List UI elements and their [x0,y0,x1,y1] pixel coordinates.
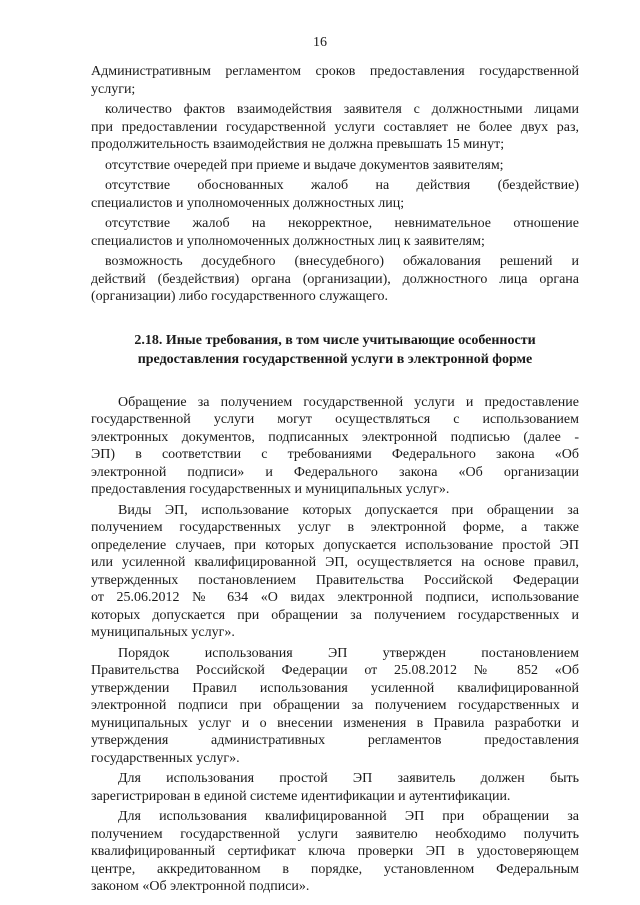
text-line: которых допускается при обращении за получением государственных и [91,607,579,623]
text-line: Для использования простой ЭП заявитель должен быть [118,771,579,786]
text-line: специалистов и уполномоченных должностных лиц к заявителям; [91,233,485,249]
text-line: продолжительность взаимодействия не должна превышать 15 минут; [91,137,505,152]
document-body [91,63,579,896]
text-line: или усиленной квалифицированной ЭП, осуществляется на основе правил, [91,555,579,570]
text-line: специалистов и уполномоченных должностных лиц; [91,195,405,211]
text-line: утверждении Правил использования усиленной квалифицированной [91,680,579,696]
text-line: Административным регламентом сроков предоставления государственной [91,64,579,79]
text-line: электронной подписи при обращении за получением государственных и [91,698,579,713]
text-line: Виды ЭП, использование которых допускается при обращении за [118,502,579,518]
text-line: получением государственной услуги заявителю необходимо получить [91,826,579,842]
text-line: муниципальных услуг». [91,625,235,640]
text-line: государственной услуги могут осуществляться с использованием [91,412,579,427]
text-line: электронных документов, подписанных электронной подписью (далее - [91,429,579,445]
text-line: определение случаев, при которых допускается использование простой ЭП [91,537,579,553]
text-line: электронной подписи» и Федерального закона «Об организации [91,464,579,480]
text-line: Для использования квалифицированной ЭП при обращении за [118,809,579,824]
paragraph [91,177,579,212]
text-line: действий (бездействия) органа (организации), должностного лица органа [91,271,579,287]
text-line: услуги; [91,81,136,97]
text-line: законом «Об электронной подписи». [91,879,310,894]
text-line: отсутствие жалоб на некорректное, невнимательное отношение [105,216,579,231]
text-line: (организации) либо государственного служащего. [91,289,389,304]
text-line: возможность досудебного (внесудебного) обжалования решений и [105,254,579,269]
text-line: зарегистрирован в единой системе идентификации и аутентификации. [91,788,511,804]
paragraph [91,770,579,805]
paragraph [91,101,579,154]
paragraph [91,157,579,175]
text-line: центре, аккредитованном в порядке, установленном Федеральным [91,861,579,877]
paragraph [91,63,579,98]
text-line: от 25.06.2012 № 634 «О видах электронной подписи, использование [91,590,579,605]
text-line: предоставления государственных и муниципальных услуг». [91,482,450,497]
page-number: 16 [313,35,327,50]
paragraph [91,502,579,642]
text-line: утвержденных постановлением Правительства Российской Федерации [91,572,579,588]
paragraph [91,645,579,768]
text-line: получением государственных услуг в электронной форме, а также [91,520,579,535]
paragraph [91,394,579,499]
paragraph [91,808,579,896]
paragraph [91,253,579,306]
text-line: утверждения административных регламентов предоставления [91,733,579,748]
text-line: Порядок использования ЭП утвержден постановлением [118,645,579,661]
text-line: муниципальных услуг и о внесении изменения в Правила разработки и [91,715,579,731]
section-heading-line: предоставления государственной услуги в электронной форме [137,351,533,367]
text-line: при предоставлении государственной услуги составляет не более двух раз, [91,119,579,135]
text-line: квалифицированный сертификат ключа проверки ЭП в удостоверяющем [91,844,579,859]
text-line: количество фактов взаимодействия заявителя с должностными лицами [105,102,579,117]
text-line: Обращение за получением государственной услуги и предоставление [118,394,579,410]
text-line: отсутствие обоснованных жалоб на действия (бездействие) [105,178,579,193]
text-line: отсутствие очередей при приеме и выдаче документов заявителям; [105,157,504,173]
text-line: ЭП) в соответствии с требованиями Федерального закона «Об [91,447,579,462]
text-line: Правительства Российской Федерации от 25.08.2012 № 852 «Об [91,663,579,678]
section-heading-line: 2.18. Иные требования, в том числе учитывающие особенности [134,332,536,348]
text-line: государственных услуг». [91,750,240,766]
paragraph [91,215,579,250]
